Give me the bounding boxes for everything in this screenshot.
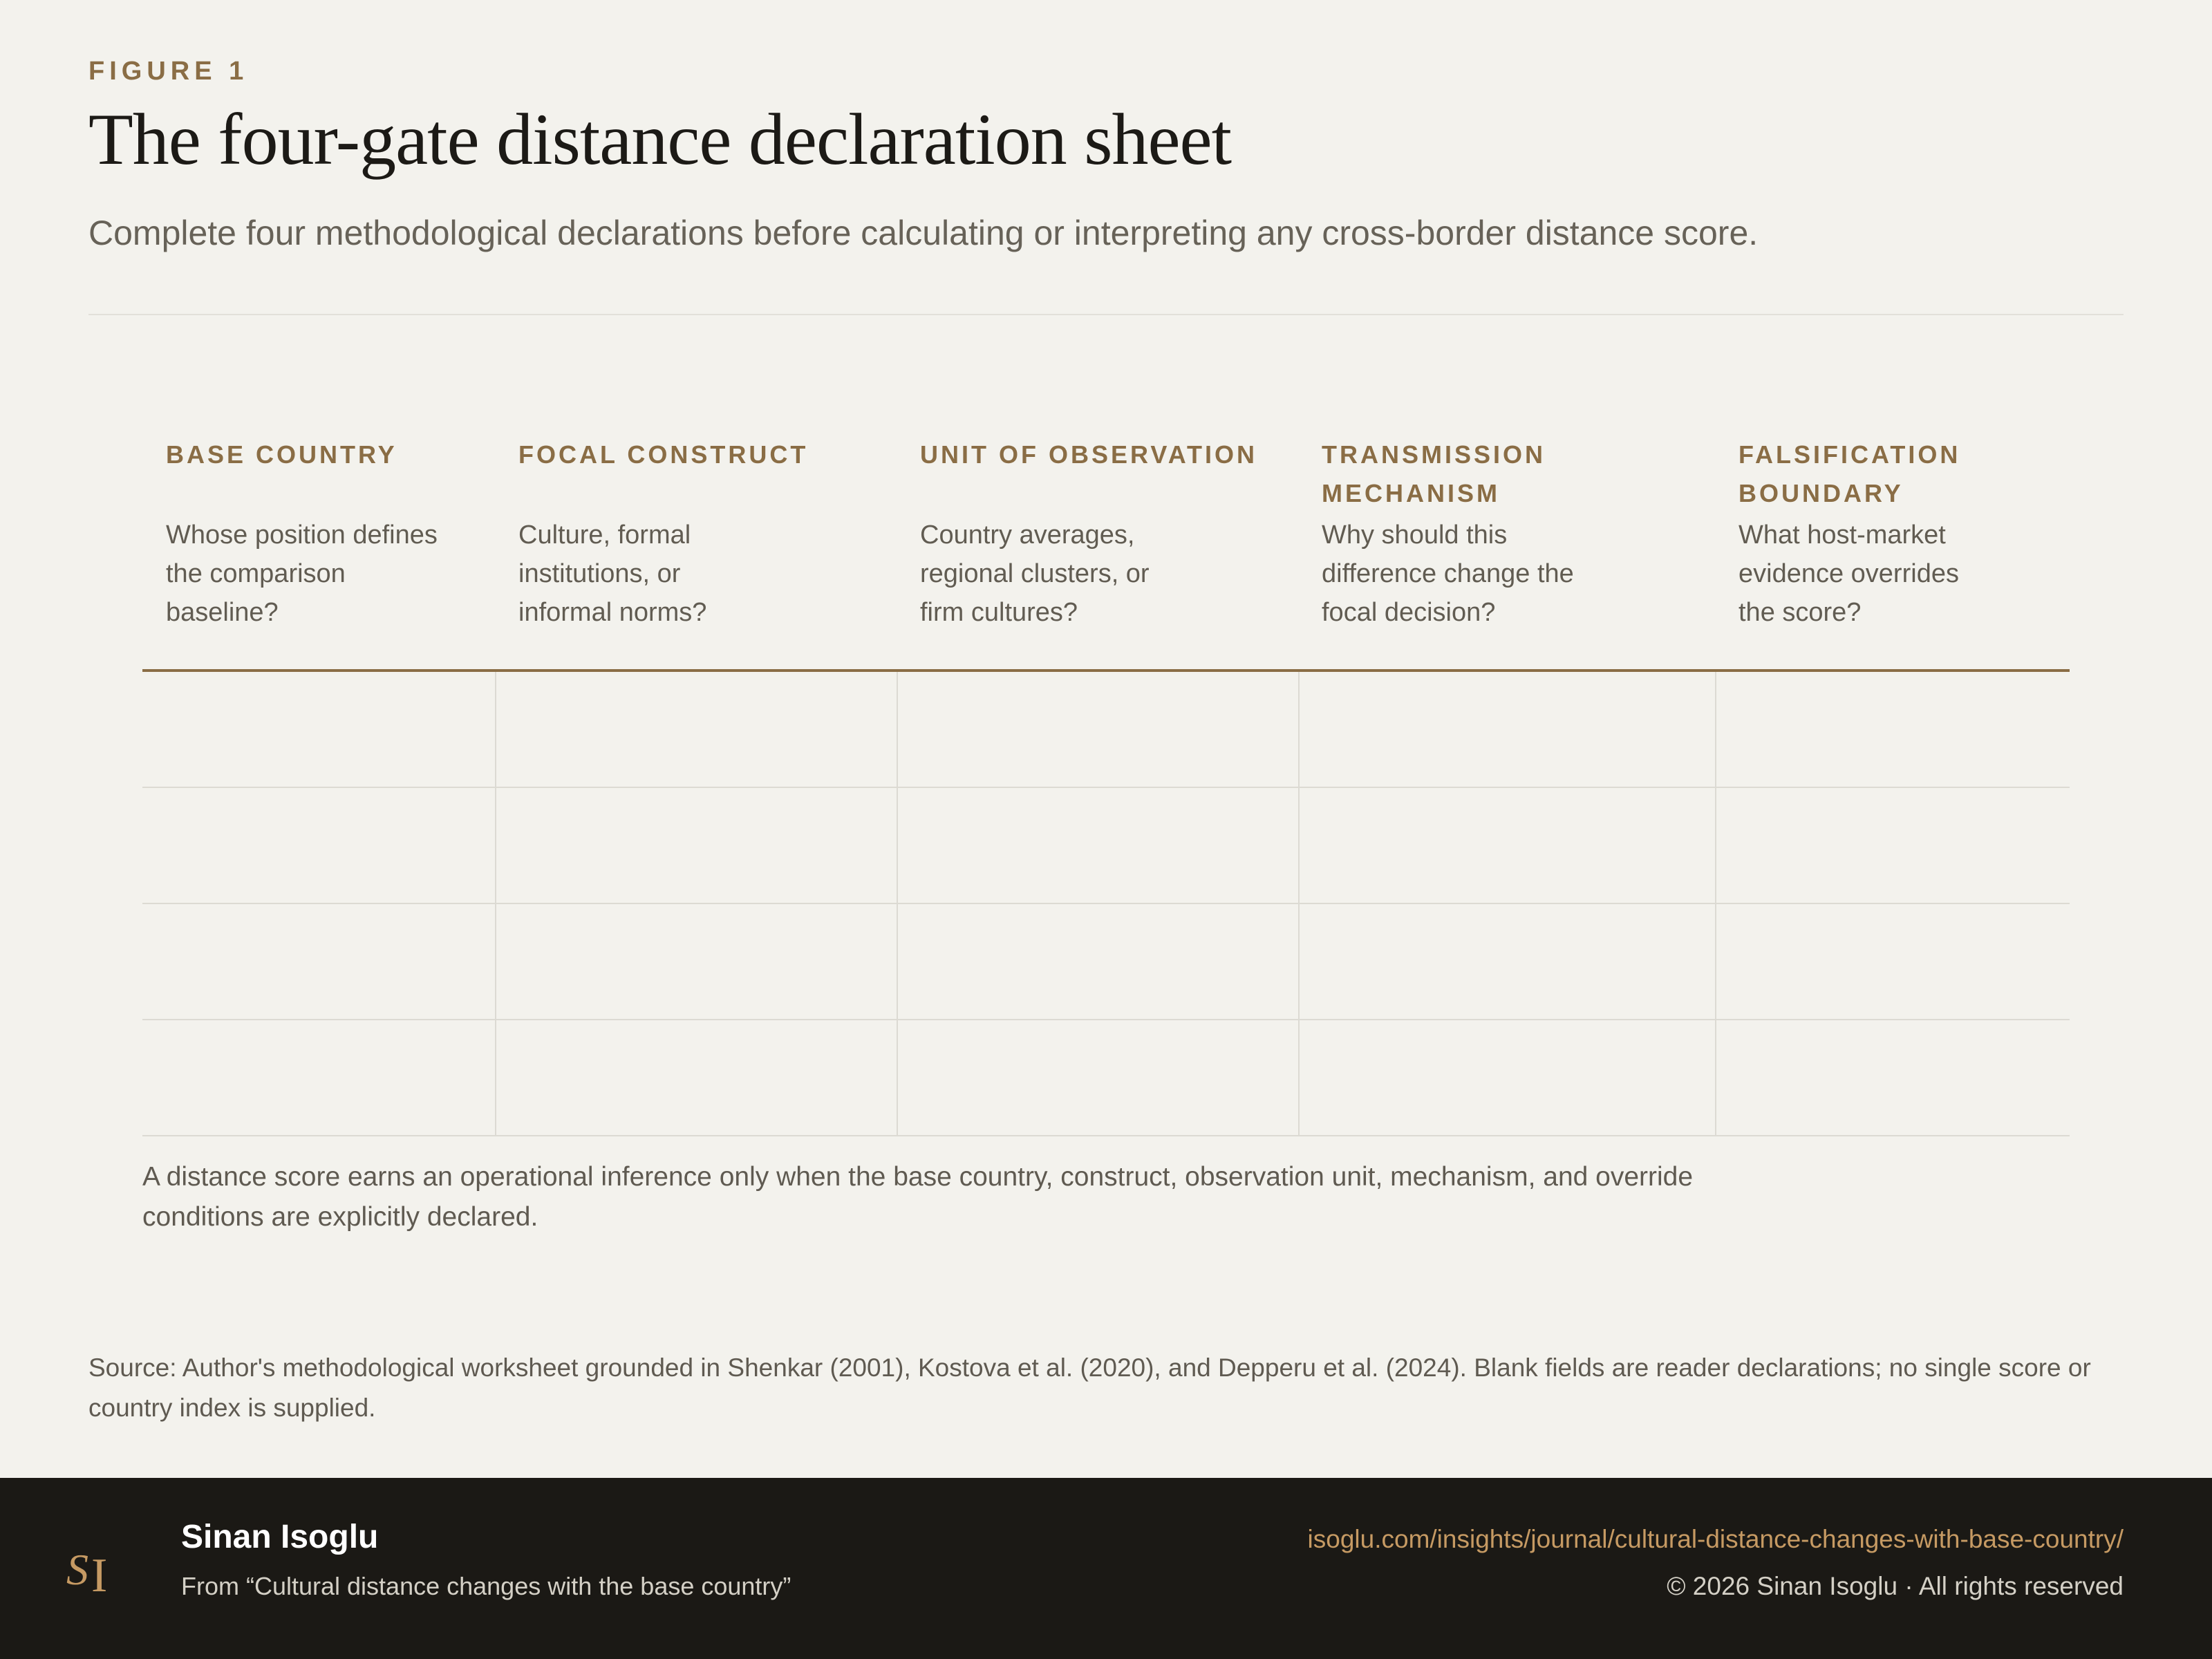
blank-field[interactable] [495,788,897,903]
column-question: What host-market evidence overrides the score? [1738,521,1959,627]
blank-declaration-row [142,904,2070,1020]
figure-subtitle: Complete four methodological declarations before calculating or interpreting any cross-border distance score. [88,213,1759,252]
blank-declaration-row [142,788,2070,904]
column-question: Whose position defines the comparison baseline? [166,521,438,627]
column-question: Why should this difference change the focal decision? [1322,521,1574,627]
declaration-sheet [142,429,2070,1237]
footer-article: From “Cultural distance changes with the base country” [181,1572,791,1600]
svg-text:S: S [66,1545,88,1594]
blank-field[interactable] [897,1020,1298,1135]
column-label: FALSIFICATION BOUNDARY [1738,440,1961,507]
figure-eyebrow: FIGURE 1 [88,57,249,86]
blank-field[interactable] [1298,672,1715,787]
blank-field[interactable] [1715,672,2070,787]
blank-field[interactable] [142,904,495,1019]
column-header-focal-construct [495,429,897,669]
column-label: TRANSMISSION MECHANISM [1322,440,1546,507]
figure-header [88,57,2124,254]
header-divider [88,314,2124,315]
blank-field[interactable] [1298,788,1715,903]
column-label: FOCAL CONSTRUCT [518,440,809,469]
column-question: Culture, formal institutions, or informal norms? [518,521,707,627]
column-header-unit-of-observation [897,429,1298,669]
sheet-header-row [142,429,2070,672]
blank-field[interactable] [142,672,495,787]
footer-bar [0,1478,2212,1659]
blank-field[interactable] [495,672,897,787]
blank-field[interactable] [142,788,495,903]
blank-field[interactable] [1715,1020,2070,1135]
monogram-logo-icon [64,1540,119,1602]
blank-field[interactable] [1298,904,1715,1019]
blank-field[interactable] [495,904,897,1019]
blank-field[interactable] [897,788,1298,903]
source-note: Source: Author's methodological worksheet grounded in Shenkar (2001), Kostova et al. (2020), and Depperu et al. (2024). Blank fields are reader declarations; no single score or country index is supplied. [88,1353,2091,1422]
column-question: Country averages, regional clusters, or firm cultures? [920,521,1150,627]
footer-author: Sinan Isoglu [181,1519,379,1555]
blank-field[interactable] [897,904,1298,1019]
footer-copyright: © 2026 Sinan Isoglu · All rights reserved [1667,1572,2124,1600]
blank-field[interactable] [897,672,1298,787]
blank-declaration-row [142,1020,2070,1136]
blank-declaration-row [142,672,2070,788]
column-label: UNIT OF OBSERVATION [920,440,1258,469]
column-label: BASE COUNTRY [166,440,397,469]
blank-field[interactable] [495,1020,897,1135]
column-header-base-country [142,429,495,669]
footer-url-link[interactable]: isoglu.com/insights/journal/cultural-distance-changes-with-base-country/ [1307,1525,2124,1553]
blank-field[interactable] [1298,1020,1715,1135]
blank-field[interactable] [1715,788,2070,903]
svg-text:I: I [91,1549,108,1602]
figure-title: The four-gate distance declaration sheet [88,99,1232,180]
blank-field[interactable] [1715,904,2070,1019]
blank-field[interactable] [142,1020,495,1135]
column-header-transmission-mechanism [1298,429,1715,669]
column-header-falsification-boundary [1715,429,2070,669]
sheet-note: A distance score earns an operational inference only when the base country, construct, observation unit, mechanism, and override conditions are explicitly declared. [142,1162,1694,1232]
